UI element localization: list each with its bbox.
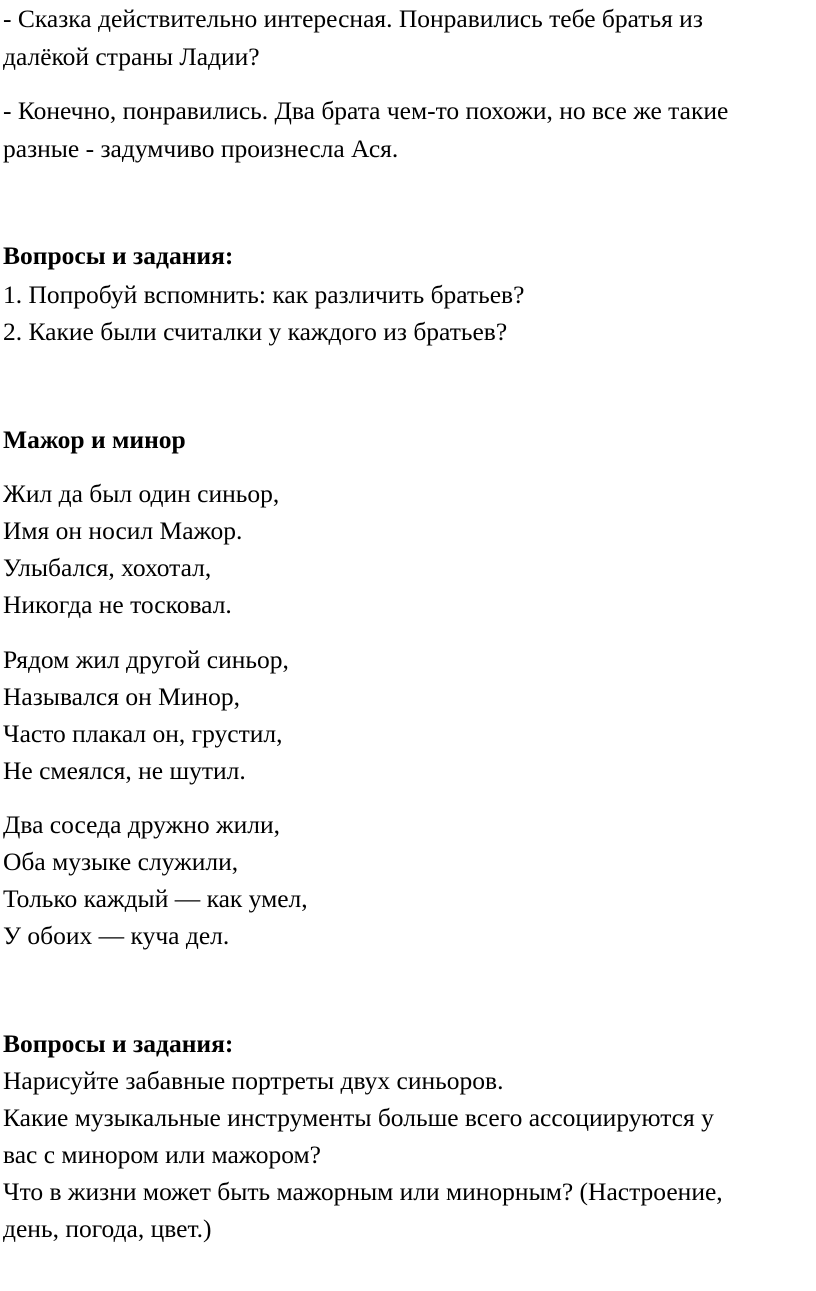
poem-line: Никогда не тосковал. xyxy=(3,590,232,619)
task-line: Что в жизни может быть мажорным или минорным? (Настроение, xyxy=(3,1177,723,1206)
poem-line: Улыбался, хохотал, xyxy=(3,553,212,582)
question-item: 1. Попробуй вспомнить: как различить братьев? xyxy=(3,280,525,309)
poem-line: Рядом жил другой синьор, xyxy=(3,645,289,674)
task-line: вас с минором или мажором? xyxy=(3,1140,321,1169)
questions-heading: Вопросы и задания: xyxy=(3,241,234,270)
poem-line: Имя он носил Мажор. xyxy=(3,516,243,545)
dialogue-line: разные - задумчиво произнесла Ася. xyxy=(3,134,399,163)
dialogue-line: - Сказка действительно интересная. Понравились тебе братья из xyxy=(3,4,703,33)
poem-line: Два соседа дружно жили, xyxy=(3,810,280,839)
poem-line: Жил да был один синьор, xyxy=(3,479,280,508)
poem-line: Назывался он Минор, xyxy=(3,682,240,711)
dialogue-line: далёкой страны Ладии? xyxy=(3,42,260,71)
poem-line: У обоих — куча дел. xyxy=(3,921,230,950)
poem-line: Часто плакал он, грустил, xyxy=(3,719,283,748)
dialogue-line: - Конечно, понравились. Два брата чем-то похожи, но все же такие xyxy=(3,96,729,125)
poem-title: Мажор и минор xyxy=(3,425,186,454)
task-line: Какие музыкальные инструменты больше всего ассоциируются у xyxy=(3,1103,714,1132)
poem-line: Не смеялся, не шутил. xyxy=(3,756,246,785)
questions-heading: Вопросы и задания: xyxy=(3,1029,234,1058)
question-item: 2. Какие были считалки у каждого из братьев? xyxy=(3,317,508,346)
task-line: день, погода, цвет.) xyxy=(3,1214,212,1243)
poem-line: Оба музыке служили, xyxy=(3,847,239,876)
task-line: Нарисуйте забавные портреты двух синьоров. xyxy=(3,1066,504,1095)
poem-line: Только каждый — как умел, xyxy=(3,884,308,913)
